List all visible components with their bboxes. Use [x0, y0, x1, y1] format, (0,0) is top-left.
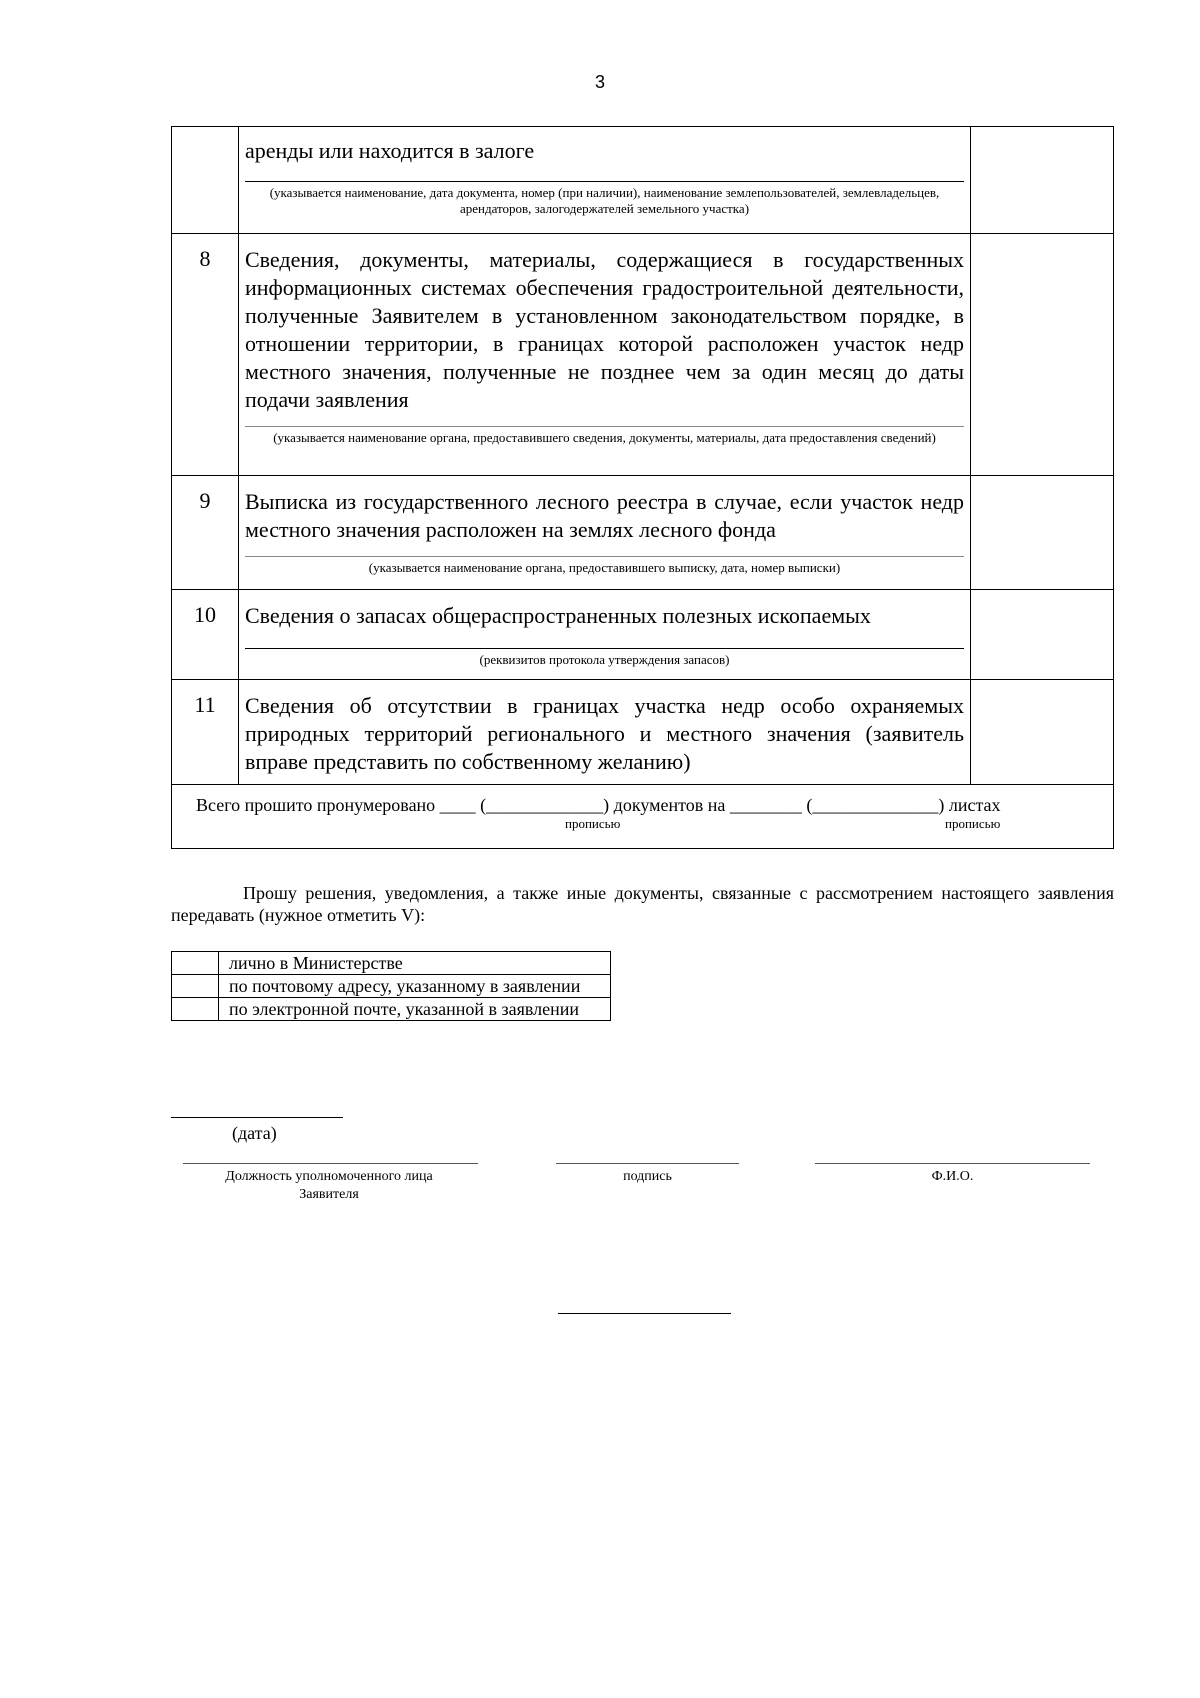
- position-field[interactable]: [183, 1163, 478, 1164]
- row-number: 11: [172, 680, 239, 785]
- row-hint: (реквизитов протокола утверждения запасов): [479, 652, 730, 667]
- row-hint: (указывается наименование органа, предоставившего выписку, дата, номер выписки): [368, 560, 841, 575]
- documents-table: [171, 126, 1114, 849]
- table-row: [172, 680, 1114, 785]
- row-number: 9: [172, 476, 239, 590]
- total-sub-label: прописью: [945, 816, 1001, 831]
- full-name-label: Ф.И.О.: [931, 1169, 974, 1184]
- table-row: [172, 234, 1114, 476]
- delivery-option-label: по электронной почте, указанной в заявлении: [219, 998, 611, 1021]
- total-count-text: Всего прошито пронумеровано ____ (_____________) документов на ________ (______________) листах: [196, 795, 1001, 815]
- row-hint: (указывается наименование органа, предоставившего сведения, документы, материалы, дата предоставления сведений): [273, 430, 936, 445]
- delivery-option-label: лично в Министерстве: [219, 952, 611, 975]
- delivery-checkbox[interactable]: [172, 998, 219, 1021]
- row-description: аренды или находится в залоге: [245, 138, 535, 163]
- row-hint: (указывается наименование, дата документа, номер (при наличии), наименование землепользователей, землевладельцев, арендаторов, залогодержателей земельного участка): [269, 185, 940, 216]
- row-number: 8: [172, 234, 239, 476]
- table-row: [172, 590, 1114, 680]
- delivery-options-table: [171, 951, 611, 1021]
- row-description: Сведения, документы, материалы, содержащиеся в государственных информационных системах обеспечения градостроительной деятельности, полученные Заявителем в установленном законодательством порядке, в отношении территории, в границах которой расположен участок недр местного значения, полученные не позднее чем за один месяц до даты подачи заявления: [245, 247, 964, 412]
- signature-field[interactable]: [556, 1163, 739, 1164]
- delivery-checkbox[interactable]: [172, 952, 219, 975]
- total-row: [172, 785, 1114, 849]
- delivery-option: [172, 952, 611, 975]
- row-number: 10: [172, 590, 239, 680]
- delivery-option: [172, 975, 611, 998]
- row-description: Сведения о запасах общераспространенных полезных ископаемых: [245, 603, 871, 628]
- mark-cell[interactable]: [971, 590, 1114, 680]
- row-number: [172, 127, 239, 234]
- delivery-option: [172, 998, 611, 1021]
- table-row: [172, 476, 1114, 590]
- delivery-request-text: Прошу решения, уведомления, а также иные документы, связанные с рассмотрением настоящего заявления передавать (нужное отметить V):: [171, 883, 1114, 925]
- bottom-rule: [558, 1313, 731, 1314]
- page-number: 3: [594, 72, 605, 92]
- total-sub-label: прописью: [565, 816, 621, 831]
- row-description: Выписка из государственного лесного реестра в случае, если участок недр местного значения расположен на землях лесного фонда: [245, 489, 964, 542]
- row-description: Сведения об отсутствии в границах участка недр особо охраняемых природных территорий регионального и местного значения (заявитель вправе представить по собственному желанию): [245, 693, 964, 774]
- table-row: [172, 127, 1114, 234]
- full-name-field[interactable]: [815, 1163, 1090, 1164]
- date-field[interactable]: [171, 1117, 343, 1118]
- signature-label: подпись: [623, 1169, 672, 1184]
- mark-cell[interactable]: [971, 234, 1114, 476]
- date-label: (дата): [232, 1123, 277, 1143]
- delivery-checkbox[interactable]: [172, 975, 219, 998]
- mark-cell[interactable]: [971, 127, 1114, 234]
- mark-cell[interactable]: [971, 680, 1114, 785]
- position-label: Должность уполномоченного лица Заявителя: [225, 1169, 433, 1202]
- delivery-option-label: по почтовому адресу, указанному в заявлении: [219, 975, 611, 998]
- mark-cell[interactable]: [971, 476, 1114, 590]
